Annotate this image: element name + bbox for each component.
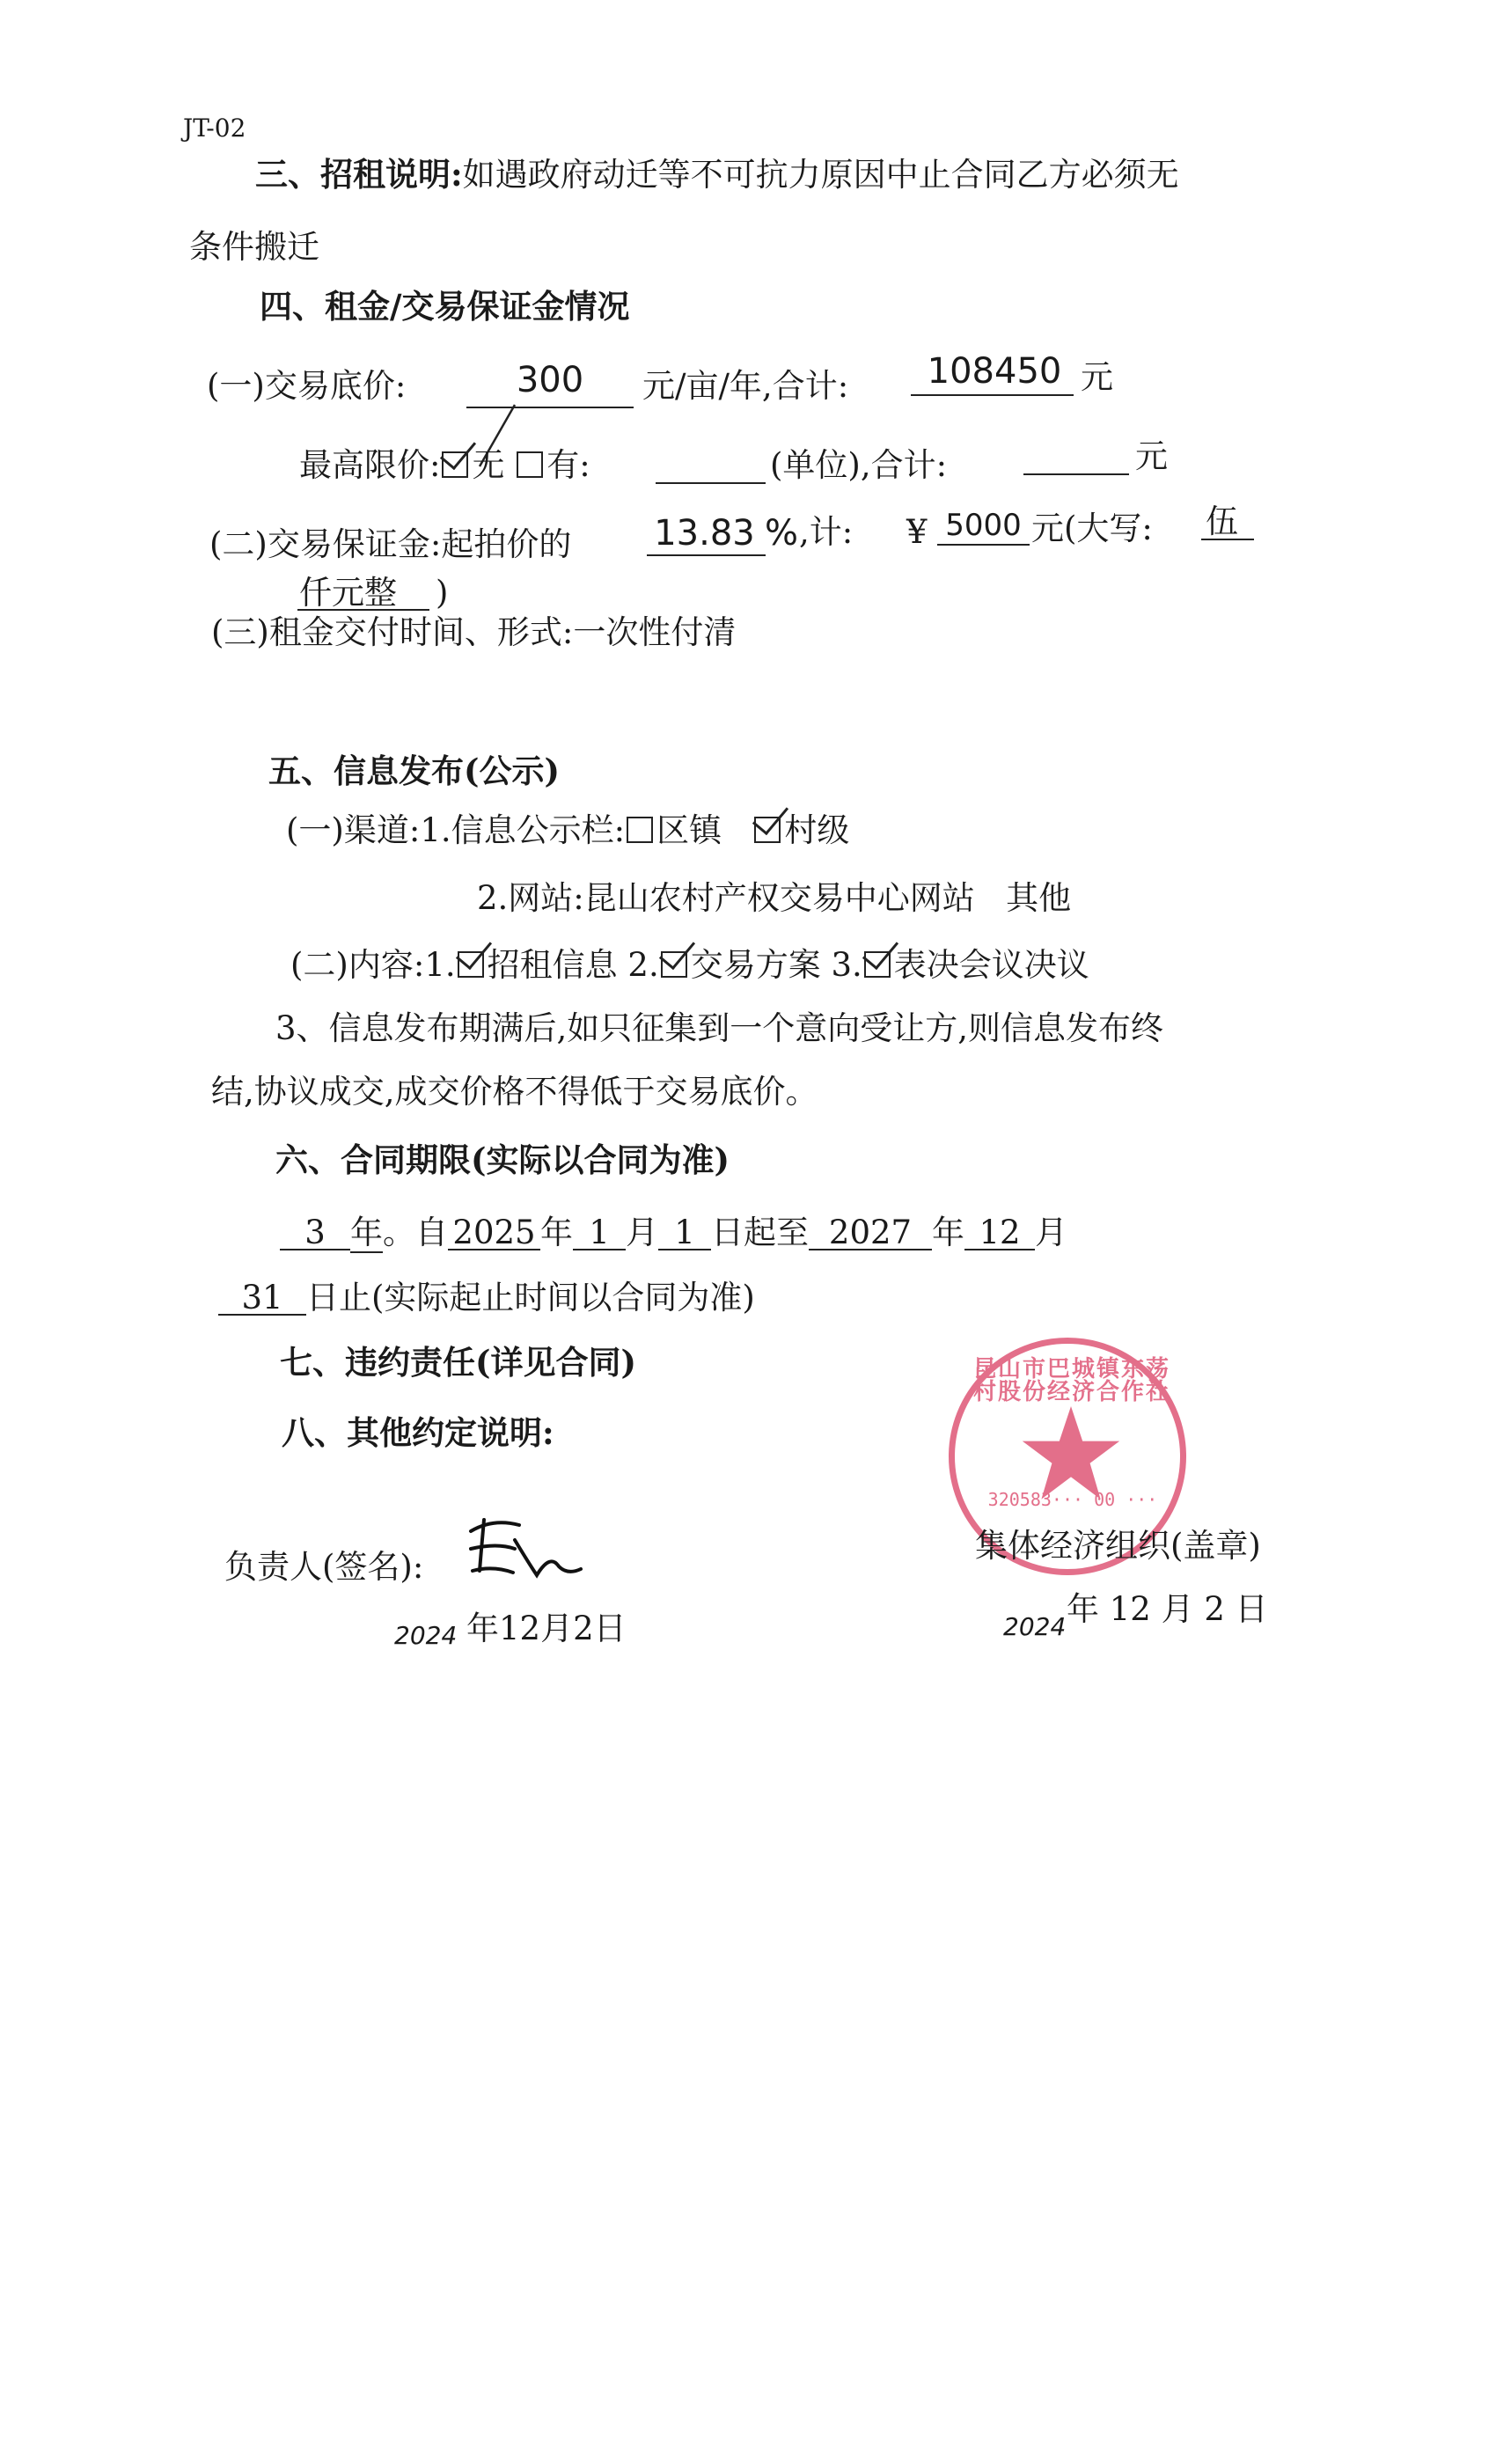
amount-underline — [937, 544, 1030, 546]
checkmark-icon — [862, 932, 898, 970]
deposit-calc-label: ,计: — [799, 513, 854, 551]
max-price-yuan: 元 — [1135, 437, 1168, 475]
channel-label: (一)渠道:1.信息公示栏: — [286, 811, 626, 849]
right-date-year: 2024 — [1003, 1612, 1067, 1641]
left-date-year: 2024 — [394, 1621, 458, 1650]
form-code: JT-02 — [183, 114, 246, 143]
right-date-rest: 年 12 月 2 日 — [1067, 1590, 1268, 1628]
end-year: 2027 — [809, 1216, 932, 1250]
start-year: 2025 — [448, 1216, 540, 1250]
term-years: 3 — [280, 1216, 350, 1250]
content-option-3: 表决会议决议 — [893, 946, 1089, 984]
content-option-2: 交易方案 3. — [690, 946, 862, 984]
start-nian: 年 — [540, 1214, 573, 1251]
section-3 — [255, 155, 1179, 194]
seal-number: 320583··· 00 ··· — [987, 1489, 1158, 1510]
term-row-2 — [218, 1281, 755, 1316]
option-village-label: 村级 — [784, 811, 850, 849]
left-date-rest: 年12月2日 — [466, 1610, 627, 1647]
total-underline — [911, 394, 1074, 396]
currency-sign: ¥ — [906, 513, 928, 551]
end-month: 12 — [964, 1216, 1035, 1250]
responsible-label: 负责人(签名): — [224, 1548, 424, 1586]
checkbox-content-1[interactable] — [458, 951, 484, 978]
publish-note-line1: 3、信息发布期满后,如只征集到一个意向受让方,则信息发布终 — [275, 1009, 1164, 1047]
percent-underline — [647, 554, 766, 556]
content-row — [290, 946, 1089, 984]
percent-sign: % — [764, 513, 798, 554]
option-none-label: 无 — [472, 446, 505, 484]
section-5-heading: 五、信息发布(公示) — [268, 752, 561, 790]
checkbox-content-2[interactable] — [661, 951, 687, 978]
section-3-text-line2: 条件搬迁 — [189, 228, 319, 266]
option-town-label: 区镇 — [656, 811, 722, 849]
section-7-heading: 七、违约责任(详见合同) — [280, 1343, 637, 1382]
handwritten-signature — [453, 1500, 585, 1588]
start-yue: 月 — [626, 1214, 658, 1251]
start-month: 1 — [573, 1216, 626, 1250]
caps-part1: 伍 — [1206, 502, 1238, 540]
end-day: 31 — [218, 1281, 306, 1316]
checkmark-icon — [456, 932, 492, 970]
payment-terms: (三)租金交付时间、形式:一次性付清 — [211, 613, 737, 651]
base-price-unit: 元/亩/年,合计: — [642, 367, 849, 405]
org-seal-label: 集体经济组织(盖章) — [975, 1527, 1261, 1565]
max-price-label: 最高限价: — [299, 446, 441, 484]
section-4-heading: 四、租金/交易保证金情况 — [260, 287, 630, 326]
start-day: 1 — [658, 1216, 711, 1250]
publish-note-line2: 结,协议成交,成交价格不得低于交易底价。 — [211, 1073, 818, 1111]
max-price-blank — [656, 482, 766, 484]
seal-text: 昆山市巴城镇东荡村股份经济合作社 — [972, 1356, 1170, 1405]
checkmark-icon — [659, 932, 695, 970]
max-total-blank — [1023, 473, 1129, 475]
website-row — [477, 879, 1072, 917]
section-8-heading: 八、其他约定说明: — [282, 1413, 554, 1452]
checkbox-have[interactable] — [517, 451, 543, 478]
amount-value: 5000 — [945, 508, 1022, 543]
checkbox-none[interactable] — [442, 451, 468, 478]
section-6-heading: 六、合同期限(实际以合同为准) — [275, 1140, 730, 1179]
total-yuan: 元 — [1081, 358, 1113, 396]
end-nian: 年 — [932, 1214, 964, 1251]
caps-close-paren: ) — [436, 574, 449, 612]
max-price-unit-label: (单位),合计: — [770, 446, 948, 484]
term-tail: 日止(实际起止时间以合同为准) — [306, 1279, 755, 1316]
checkbox-content-3[interactable] — [864, 951, 891, 978]
base-price-label: (一)交易底价: — [207, 367, 407, 405]
caps-part1-underline — [1201, 539, 1254, 540]
section-3-heading: 三、招租说明: — [255, 155, 463, 194]
total-value: 108450 — [927, 351, 1062, 392]
caps-part2-underline — [297, 609, 429, 611]
term-mid-label: 日起至 — [711, 1214, 809, 1251]
option-have-label: 有: — [546, 446, 590, 484]
caps-part2: 仟元整 — [299, 574, 397, 612]
term-year-char: 年 — [350, 1214, 383, 1251]
content-option-1: 招租信息 2. — [487, 946, 659, 984]
max-price-row — [299, 446, 590, 484]
end-yue: 月 — [1035, 1214, 1067, 1251]
blank-lower-area — [0, 2011, 1496, 2464]
term-row — [280, 1216, 1067, 1250]
checkbox-town[interactable] — [627, 817, 653, 843]
other-label: 其他 — [1006, 879, 1072, 917]
website-label: 2.网站:昆山农村产权交易中心网站 — [477, 879, 975, 917]
term-from-label: 。自 — [383, 1214, 448, 1251]
caps-label: 元(大写: — [1031, 510, 1153, 547]
deposit-label: (二)交易保证金:起拍价的 — [209, 525, 572, 563]
checkbox-village[interactable] — [754, 817, 781, 843]
channel-row — [286, 811, 850, 849]
section-3-text: 如遇政府动迁等不可抗力原因中止合同乙方必须无 — [462, 156, 1179, 194]
base-price-value: 300 — [516, 360, 584, 400]
content-label: (二)内容:1. — [290, 946, 456, 984]
percent-value: 13.83 — [654, 513, 755, 554]
